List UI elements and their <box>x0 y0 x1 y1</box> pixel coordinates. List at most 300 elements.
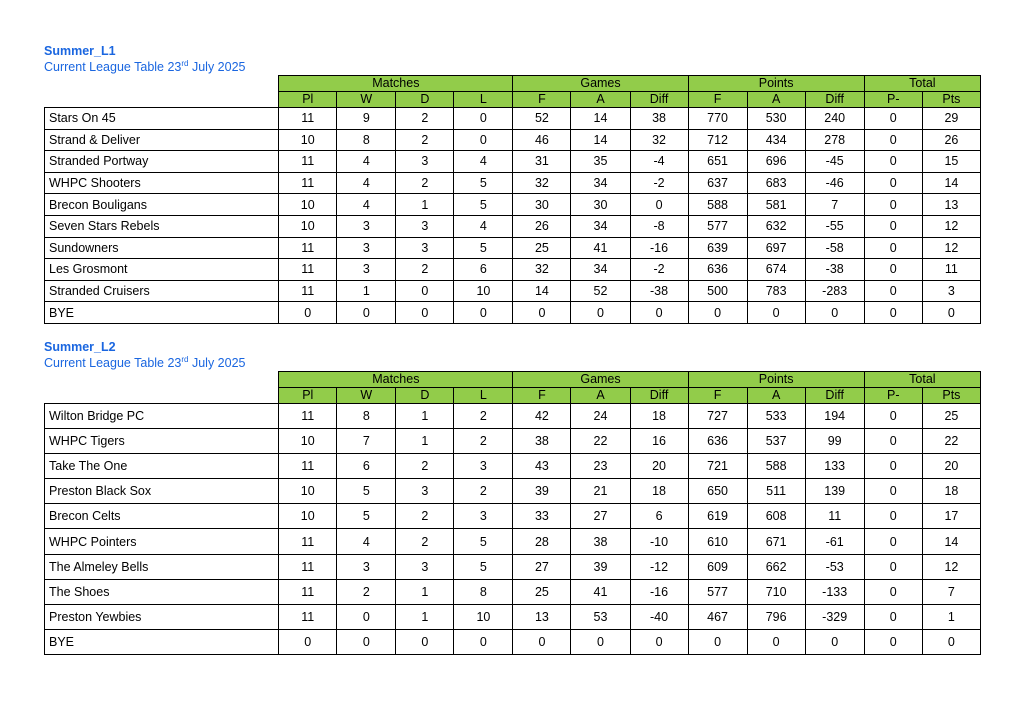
stat-cell: -8 <box>630 215 688 237</box>
table-row <box>45 629 981 654</box>
stat-cell: 467 <box>688 604 747 629</box>
stat-cell: 25 <box>513 237 571 259</box>
stat-cell: 3 <box>922 280 980 302</box>
stat-cell: 0 <box>396 302 454 324</box>
col-header-played: Pl <box>279 92 337 108</box>
header-blank-cell <box>45 92 279 108</box>
group-header-row <box>45 372 981 388</box>
col-header-won: W <box>337 388 396 404</box>
stat-cell: 7 <box>805 194 864 216</box>
stat-cell: 0 <box>337 604 396 629</box>
stat-cell: 1 <box>396 579 454 604</box>
stat-cell: 30 <box>571 194 630 216</box>
stat-cell: 6 <box>337 454 396 479</box>
header-blank-cell <box>45 388 279 404</box>
stat-cell: 577 <box>688 579 747 604</box>
stat-cell: 3 <box>337 554 396 579</box>
stat-cell: 1 <box>396 429 454 454</box>
stat-cell: 20 <box>630 454 688 479</box>
stat-cell: 3 <box>337 215 396 237</box>
col-header-games-for: F <box>513 388 571 404</box>
team-name-cell: Stranded Cruisers <box>45 280 279 302</box>
stat-cell: 0 <box>805 302 864 324</box>
stat-cell: 9 <box>337 108 396 130</box>
stat-cell: 1 <box>396 404 454 429</box>
stat-cell: 4 <box>454 215 513 237</box>
stat-cell: 637 <box>688 172 747 194</box>
team-name-cell: Strand & Deliver <box>45 129 279 151</box>
stat-cell: -16 <box>630 579 688 604</box>
stat-cell: 1 <box>396 194 454 216</box>
stat-cell: 0 <box>571 302 630 324</box>
stat-cell: 11 <box>805 504 864 529</box>
table-row <box>45 237 981 259</box>
stat-cell: 2 <box>396 504 454 529</box>
stat-cell: -46 <box>805 172 864 194</box>
stat-cell: 671 <box>747 529 805 554</box>
stat-cell: 14 <box>571 108 630 130</box>
stat-cell: 0 <box>805 629 864 654</box>
stat-cell: 139 <box>805 479 864 504</box>
stat-cell: 35 <box>571 151 630 173</box>
team-name-cell: Preston Yewbies <box>45 604 279 629</box>
team-name-cell: Take The One <box>45 454 279 479</box>
stat-cell: 2 <box>396 529 454 554</box>
stat-cell: 24 <box>571 404 630 429</box>
table-row <box>45 172 981 194</box>
stat-cell: 0 <box>864 302 922 324</box>
stat-cell: 0 <box>630 629 688 654</box>
stat-cell: 770 <box>688 108 747 130</box>
table-row <box>45 429 981 454</box>
team-name-cell: Stars On 45 <box>45 108 279 130</box>
stat-cell: 11 <box>279 108 337 130</box>
col-header-total-points: Pts <box>922 388 980 404</box>
col-header-points-for: F <box>688 388 747 404</box>
stat-cell: -10 <box>630 529 688 554</box>
stat-cell: 3 <box>454 504 513 529</box>
stat-cell: 29 <box>922 108 980 130</box>
stat-cell: -2 <box>630 259 688 281</box>
stat-cell: 38 <box>571 529 630 554</box>
stat-cell: 17 <box>922 504 980 529</box>
stat-cell: 5 <box>454 194 513 216</box>
stat-cell: -12 <box>630 554 688 579</box>
col-header-games-against: A <box>571 388 630 404</box>
stat-cell: 577 <box>688 215 747 237</box>
table-row <box>45 579 981 604</box>
stat-cell: 3 <box>396 215 454 237</box>
stat-cell: 3 <box>454 454 513 479</box>
stat-cell: 13 <box>513 604 571 629</box>
stat-cell: 4 <box>337 529 396 554</box>
stat-cell: 240 <box>805 108 864 130</box>
stat-cell: 3 <box>396 554 454 579</box>
stat-cell: -61 <box>805 529 864 554</box>
col-header-points-against: A <box>747 92 805 108</box>
stat-cell: 2 <box>396 172 454 194</box>
stat-cell: 0 <box>864 194 922 216</box>
stat-cell: 537 <box>747 429 805 454</box>
table-row <box>45 215 981 237</box>
stat-cell: 0 <box>688 302 747 324</box>
col-header-points-diff: Diff <box>805 388 864 404</box>
stat-cell: 4 <box>337 172 396 194</box>
stat-cell: 3 <box>396 151 454 173</box>
stat-cell: 2 <box>396 454 454 479</box>
stat-cell: 588 <box>688 194 747 216</box>
stat-cell: 639 <box>688 237 747 259</box>
col-header-games-against: A <box>571 92 630 108</box>
table-row <box>45 194 981 216</box>
stat-cell: 4 <box>337 194 396 216</box>
col-header-points-diff: Diff <box>805 92 864 108</box>
title-date-suffix: rd <box>181 355 189 364</box>
team-name-cell: Stranded Portway <box>45 151 279 173</box>
stat-cell: -40 <box>630 604 688 629</box>
stat-cell: 0 <box>864 429 922 454</box>
stat-cell: 10 <box>279 429 337 454</box>
col-header-lost: L <box>454 388 513 404</box>
stat-cell: 0 <box>513 302 571 324</box>
stat-cell: 10 <box>279 504 337 529</box>
stat-cell: 27 <box>513 554 571 579</box>
stat-cell: 651 <box>688 151 747 173</box>
stat-cell: 0 <box>396 629 454 654</box>
stat-cell: 31 <box>513 151 571 173</box>
stat-cell: 683 <box>747 172 805 194</box>
stat-cell: 2 <box>396 259 454 281</box>
table-row <box>45 302 981 324</box>
stat-cell: 38 <box>513 429 571 454</box>
group-header-points: Points <box>688 372 864 388</box>
stat-cell: 2 <box>396 108 454 130</box>
stat-cell: 1 <box>337 280 396 302</box>
stat-cell: 0 <box>454 629 513 654</box>
stat-cell: 15 <box>922 151 980 173</box>
table-row <box>45 454 981 479</box>
stat-cell: 0 <box>864 604 922 629</box>
stat-cell: 0 <box>922 302 980 324</box>
stat-cell: 0 <box>864 108 922 130</box>
stat-cell: 0 <box>864 237 922 259</box>
stat-cell: 0 <box>454 108 513 130</box>
title-date-rest: July 2025 <box>188 60 246 74</box>
stat-cell: 42 <box>513 404 571 429</box>
stat-cell: 11 <box>279 529 337 554</box>
col-header-drawn: D <box>396 92 454 108</box>
stat-cell: 0 <box>864 280 922 302</box>
stat-cell: 26 <box>513 215 571 237</box>
stat-cell: 52 <box>571 280 630 302</box>
stat-cell: 11 <box>279 237 337 259</box>
team-name-cell: Les Grosmont <box>45 259 279 281</box>
stat-cell: 2 <box>396 129 454 151</box>
stat-cell: 636 <box>688 429 747 454</box>
stat-cell: -38 <box>805 259 864 281</box>
stat-cell: 25 <box>513 579 571 604</box>
stat-cell: 32 <box>513 172 571 194</box>
league-table <box>44 75 981 324</box>
table-title <box>44 355 981 371</box>
league-table <box>44 371 981 655</box>
col-header-points-against: A <box>747 388 805 404</box>
stat-cell: 5 <box>454 237 513 259</box>
stat-cell: 3 <box>396 237 454 259</box>
stat-cell: 28 <box>513 529 571 554</box>
header-blank-cell <box>45 76 279 92</box>
group-header-matches: Matches <box>279 372 513 388</box>
stat-cell: 11 <box>279 454 337 479</box>
stat-cell: -16 <box>630 237 688 259</box>
stat-cell: 2 <box>337 579 396 604</box>
stat-cell: 1 <box>922 604 980 629</box>
stat-cell: 727 <box>688 404 747 429</box>
stat-cell: 34 <box>571 215 630 237</box>
stat-cell: 0 <box>864 259 922 281</box>
stat-cell: 0 <box>864 454 922 479</box>
stat-cell: 3 <box>396 479 454 504</box>
stat-cell: 0 <box>630 302 688 324</box>
stat-cell: 434 <box>747 129 805 151</box>
stat-cell: 27 <box>571 504 630 529</box>
stat-cell: -133 <box>805 579 864 604</box>
group-header-row <box>45 76 981 92</box>
stat-cell: 5 <box>337 504 396 529</box>
stat-cell: 783 <box>747 280 805 302</box>
stat-cell: 10 <box>454 280 513 302</box>
stat-cell: 5 <box>454 172 513 194</box>
group-header-games: Games <box>513 76 688 92</box>
league-name: Summer_L1 <box>44 44 116 58</box>
stat-cell: 34 <box>571 172 630 194</box>
stat-cell: 34 <box>571 259 630 281</box>
column-header-row <box>45 388 981 404</box>
stat-cell: 18 <box>630 404 688 429</box>
stat-cell: 632 <box>747 215 805 237</box>
stat-cell: 12 <box>922 215 980 237</box>
stat-cell: 0 <box>747 302 805 324</box>
table-row <box>45 554 981 579</box>
team-name-cell: Wilton Bridge PC <box>45 404 279 429</box>
stat-cell: 4 <box>337 151 396 173</box>
stat-cell: 5 <box>454 529 513 554</box>
team-name-cell: The Shoes <box>45 579 279 604</box>
stat-cell: 0 <box>922 629 980 654</box>
stat-cell: 0 <box>747 629 805 654</box>
stat-cell: 10 <box>279 129 337 151</box>
col-header-games-for: F <box>513 92 571 108</box>
stat-cell: 11 <box>279 172 337 194</box>
stat-cell: 581 <box>747 194 805 216</box>
stat-cell: 0 <box>454 129 513 151</box>
col-header-drawn: D <box>396 388 454 404</box>
stat-cell: 38 <box>630 108 688 130</box>
stat-cell: 53 <box>571 604 630 629</box>
group-header-total: Total <box>864 76 980 92</box>
stat-cell: 7 <box>337 429 396 454</box>
stat-cell: 11 <box>922 259 980 281</box>
stat-cell: 2 <box>454 479 513 504</box>
stat-cell: -58 <box>805 237 864 259</box>
stat-cell: 0 <box>454 302 513 324</box>
stat-cell: 18 <box>922 479 980 504</box>
stat-cell: 11 <box>279 280 337 302</box>
stat-cell: 23 <box>571 454 630 479</box>
stat-cell: 7 <box>922 579 980 604</box>
stat-cell: 608 <box>747 504 805 529</box>
table-row <box>45 280 981 302</box>
stat-cell: 11 <box>279 604 337 629</box>
stat-cell: 99 <box>805 429 864 454</box>
stat-cell: -329 <box>805 604 864 629</box>
stat-cell: 0 <box>864 529 922 554</box>
stat-cell: 696 <box>747 151 805 173</box>
team-name-cell: Seven Stars Rebels <box>45 215 279 237</box>
stat-cell: 0 <box>337 629 396 654</box>
stat-cell: 10 <box>279 215 337 237</box>
title-date-text: Current League Table 23 <box>44 60 182 74</box>
stat-cell: 610 <box>688 529 747 554</box>
group-header-points: Points <box>688 76 864 92</box>
stat-cell: 11 <box>279 554 337 579</box>
team-name-cell: WHPC Tigers <box>45 429 279 454</box>
team-name-cell: BYE <box>45 629 279 654</box>
stat-cell: 609 <box>688 554 747 579</box>
col-header-points-for: F <box>688 92 747 108</box>
team-name-cell: The Almeley Bells <box>45 554 279 579</box>
table-row <box>45 129 981 151</box>
stat-cell: 32 <box>630 129 688 151</box>
team-name-cell: Brecon Bouligans <box>45 194 279 216</box>
stat-cell: 10 <box>279 194 337 216</box>
stat-cell: 0 <box>337 302 396 324</box>
stat-cell: 13 <box>922 194 980 216</box>
stat-cell: 39 <box>513 479 571 504</box>
stat-cell: 14 <box>513 280 571 302</box>
stat-cell: 0 <box>864 172 922 194</box>
stat-cell: 2 <box>454 404 513 429</box>
stat-cell: 18 <box>630 479 688 504</box>
stat-cell: 278 <box>805 129 864 151</box>
team-name-cell: Brecon Celts <box>45 504 279 529</box>
stat-cell: 650 <box>688 479 747 504</box>
stat-cell: 11 <box>279 259 337 281</box>
stat-cell: -53 <box>805 554 864 579</box>
stat-cell: 8 <box>337 404 396 429</box>
stat-cell: 11 <box>279 404 337 429</box>
stat-cell: 588 <box>747 454 805 479</box>
stat-cell: 33 <box>513 504 571 529</box>
stat-cell: 0 <box>864 479 922 504</box>
league-name: Summer_L2 <box>44 340 116 354</box>
team-name-cell: WHPC Shooters <box>45 172 279 194</box>
stat-cell: 0 <box>864 554 922 579</box>
stat-cell: 796 <box>747 604 805 629</box>
stat-cell: 662 <box>747 554 805 579</box>
stat-cell: -38 <box>630 280 688 302</box>
stat-cell: 14 <box>922 172 980 194</box>
table-body <box>45 108 981 324</box>
table-row <box>45 404 981 429</box>
team-name-cell: BYE <box>45 302 279 324</box>
stat-cell: 6 <box>630 504 688 529</box>
stat-cell: 22 <box>571 429 630 454</box>
stat-cell: -45 <box>805 151 864 173</box>
stat-cell: 21 <box>571 479 630 504</box>
stat-cell: 500 <box>688 280 747 302</box>
stat-cell: 41 <box>571 237 630 259</box>
col-header-played: Pl <box>279 388 337 404</box>
title-date-rest: July 2025 <box>188 356 246 370</box>
stat-cell: 39 <box>571 554 630 579</box>
group-header-total: Total <box>864 372 980 388</box>
stat-cell: 5 <box>337 479 396 504</box>
col-header-total-points: Pts <box>922 92 980 108</box>
stat-cell: 530 <box>747 108 805 130</box>
stat-cell: 46 <box>513 129 571 151</box>
col-header-won: W <box>337 92 396 108</box>
stat-cell: 41 <box>571 579 630 604</box>
stat-cell: 12 <box>922 554 980 579</box>
col-header-penalty: P- <box>864 92 922 108</box>
table-row <box>45 504 981 529</box>
league-section-l2 <box>44 340 981 655</box>
stat-cell: 6 <box>454 259 513 281</box>
stat-cell: 11 <box>279 151 337 173</box>
table-row <box>45 529 981 554</box>
stat-cell: 10 <box>279 479 337 504</box>
stat-cell: 11 <box>279 579 337 604</box>
title-date-text: Current League Table 23 <box>44 356 182 370</box>
stat-cell: 0 <box>630 194 688 216</box>
stat-cell: 0 <box>396 280 454 302</box>
stat-cell: 674 <box>747 259 805 281</box>
stat-cell: 22 <box>922 429 980 454</box>
stat-cell: 30 <box>513 194 571 216</box>
stat-cell: 14 <box>922 529 980 554</box>
stat-cell: 1 <box>396 604 454 629</box>
stat-cell: 26 <box>922 129 980 151</box>
col-header-games-diff: Diff <box>630 388 688 404</box>
stat-cell: 0 <box>513 629 571 654</box>
col-header-games-diff: Diff <box>630 92 688 108</box>
stat-cell: 619 <box>688 504 747 529</box>
stat-cell: 16 <box>630 429 688 454</box>
col-header-penalty: P- <box>864 388 922 404</box>
stat-cell: 710 <box>747 579 805 604</box>
stat-cell: -283 <box>805 280 864 302</box>
stat-cell: 12 <box>922 237 980 259</box>
team-name-cell: Sundowners <box>45 237 279 259</box>
stat-cell: -4 <box>630 151 688 173</box>
stat-cell: 20 <box>922 454 980 479</box>
table-row <box>45 604 981 629</box>
stat-cell: -2 <box>630 172 688 194</box>
table-body <box>45 404 981 655</box>
stat-cell: 0 <box>864 504 922 529</box>
team-name-cell: Preston Black Sox <box>45 479 279 504</box>
stat-cell: 721 <box>688 454 747 479</box>
table-row <box>45 151 981 173</box>
stat-cell: 0 <box>279 302 337 324</box>
stat-cell: 4 <box>454 151 513 173</box>
stat-cell: 8 <box>337 129 396 151</box>
group-header-games: Games <box>513 372 688 388</box>
stat-cell: 0 <box>864 151 922 173</box>
stat-cell: 32 <box>513 259 571 281</box>
stat-cell: 697 <box>747 237 805 259</box>
